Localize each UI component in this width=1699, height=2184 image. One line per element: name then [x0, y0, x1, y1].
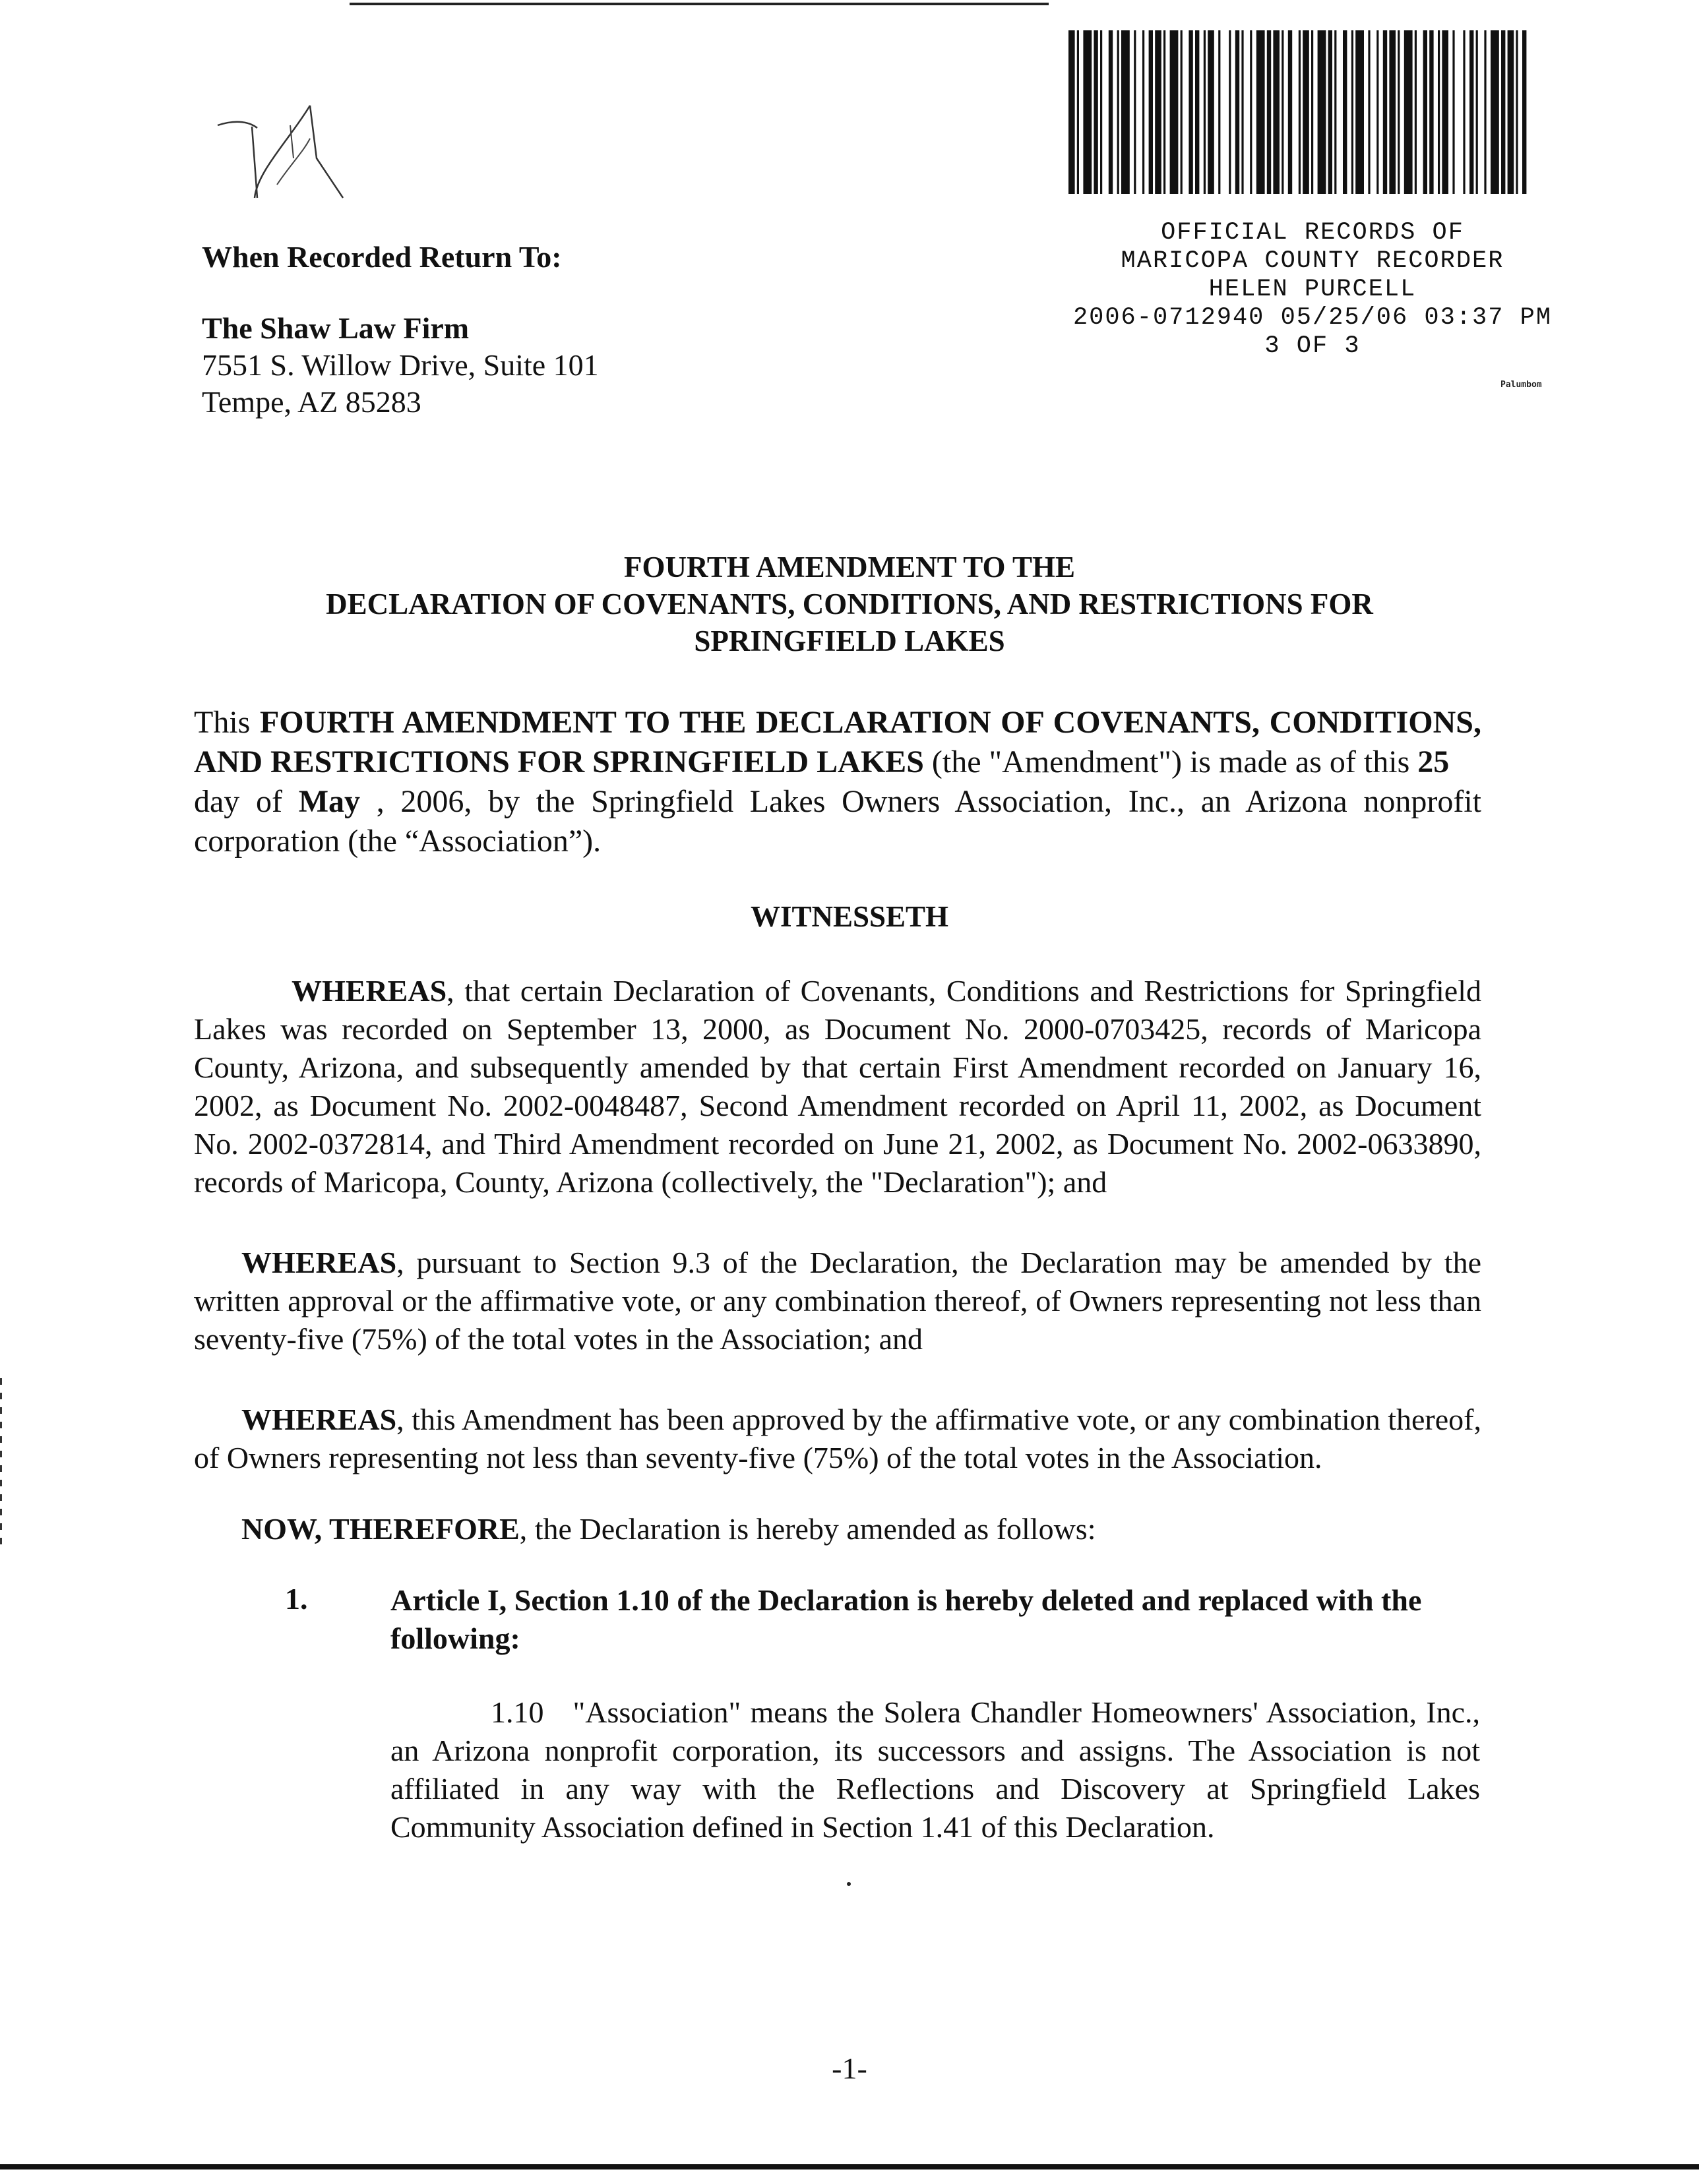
handwritten-initials — [211, 99, 356, 244]
scan-speck — [847, 1882, 851, 1886]
barcode-bar — [1438, 30, 1440, 194]
barcode-bar — [1404, 30, 1413, 194]
title-line-2: DECLARATION OF COVENANTS, CONDITIONS, AND RESTRICTIONS FOR — [326, 588, 1373, 621]
now-therefore-text: , the Declaration is hereby amended as follows: — [519, 1512, 1096, 1546]
barcode-bar — [1469, 30, 1473, 194]
barcode-bar — [1109, 30, 1113, 194]
barcode-bar — [1267, 30, 1271, 194]
barcode-bar — [1229, 30, 1231, 194]
barcode-bar — [1343, 30, 1347, 194]
section-1-10 — [390, 1693, 1480, 1846]
left-scan-edge — [0, 1378, 2, 1550]
barcode-bar — [1235, 30, 1239, 194]
whereas-3-lead: WHEREAS — [241, 1403, 397, 1436]
barcode-bar — [1299, 30, 1301, 194]
document-title — [132, 549, 1567, 659]
barcode-bar — [1117, 30, 1119, 194]
barcode-bar — [1142, 30, 1144, 194]
item-1-heading: Article I, Section 1.10 of the Declaration is hereby deleted and replaced with the following: — [390, 1583, 1422, 1655]
barcode-bar — [1328, 30, 1332, 194]
intro-month: May — [298, 784, 360, 819]
barcode-bar — [1163, 30, 1165, 194]
recorder-line-5: 3 OF 3 — [1264, 332, 1361, 360]
barcode-bar — [1522, 30, 1526, 194]
barcode-bar — [1250, 30, 1252, 194]
barcode-bar — [1476, 30, 1478, 194]
now-therefore-lead: NOW, THEREFORE — [241, 1512, 520, 1546]
barcode-image — [1065, 30, 1533, 194]
bottom-scan-line — [0, 2164, 1699, 2169]
barcode-bar — [1484, 30, 1486, 194]
intro-paragraph — [194, 703, 1481, 861]
intro-bold-title: FOURTH AMENDMENT TO THE DECLARATION OF COVENANTS, CONDITIONS, AND RESTRICTIONS FOR SPRINGFIELD LAKES — [194, 705, 1482, 779]
intro-text-4: , 2006, by the Springfield Lakes Owners Association, Inc., an Arizona nonprofit corporation (the “Association”). — [194, 784, 1481, 859]
barcode-bar — [1508, 30, 1514, 194]
barcode-bar — [1204, 30, 1206, 194]
barcode-bar — [1094, 30, 1097, 194]
recording-stamp — [1029, 219, 1596, 361]
barcode-bar — [1389, 30, 1396, 194]
barcode-bar — [1181, 30, 1183, 194]
barcode-bar — [1170, 30, 1179, 194]
barcode-bar — [1189, 30, 1192, 194]
barcode-bar — [1383, 30, 1387, 194]
top-scan-line — [350, 3, 1049, 5]
barcode-bar — [1282, 30, 1283, 194]
barcode-bar — [1068, 30, 1075, 194]
barcode-bar — [1195, 30, 1199, 194]
barcode-bar — [1376, 30, 1378, 194]
barcode-bar — [1442, 30, 1448, 194]
title-line-3: SPRINGFIELD LAKES — [694, 624, 1005, 657]
barcode-bar — [1429, 30, 1433, 194]
barcode-bar — [1452, 30, 1454, 194]
section-1-10-number: 1.10 — [491, 1695, 544, 1729]
recorder-line-3: HELEN PURCELL — [1208, 276, 1417, 303]
whereas-1-text: , that certain Declaration of Covenants, Conditions and Restrictions for Springfield Lakes was recorded on September 13, 2000, as Document No. 2000-0703425, records of Maricopa County, Arizona, and subsequently amended by that certain First Amendment recorded on January 16, 2002, as Document No. 2002-0048487, Second Amendment recorded on April 11, 2002, as Document No. 2002-0372814, and Third Amendment recorded on June 21, 2002, as Document No. 2002-0633890, records of Maricopa, County, Arizona (collectively, the "Declaration"); and — [194, 974, 1481, 1199]
now-therefore-paragraph — [194, 1510, 1481, 1548]
barcode-bar — [1083, 30, 1092, 194]
barcode-bar — [1516, 30, 1518, 194]
barcode-bar — [1256, 30, 1265, 194]
recorder-line-4: 2006-0712940 05/25/06 03:37 PM — [1072, 304, 1553, 332]
return-address-block — [202, 239, 599, 421]
page-number: -1- — [832, 2051, 867, 2085]
barcode-bar — [1423, 30, 1427, 194]
recorder-line-2: MARICOPA COUNTY RECORDER — [1121, 247, 1504, 275]
barcode-bar — [1463, 30, 1465, 194]
barcode-bar — [1398, 30, 1400, 194]
intro-text-2: (the "Amendment") is made as of this — [923, 744, 1418, 779]
barcode-bar — [1077, 30, 1079, 194]
barcode-bar — [1311, 30, 1313, 194]
barcode-bar — [1355, 30, 1364, 194]
witnesseth-heading: WITNESSETH — [750, 900, 949, 933]
title-line-1: FOURTH AMENDMENT TO THE — [624, 551, 1075, 584]
intro-text-1: This — [194, 705, 260, 740]
barcode-bar — [1273, 30, 1280, 194]
intro-day: 25 — [1417, 744, 1450, 779]
item-1-number: 1. — [285, 1582, 308, 1616]
whereas-1-lead: WHEREAS — [292, 974, 447, 1008]
barcode-bar — [1351, 30, 1353, 194]
address-line-1: 7551 S. Willow Drive, Suite 101 — [202, 348, 599, 382]
firm-name: The Shaw Law Firm — [202, 311, 470, 345]
barcode-bar — [1318, 30, 1326, 194]
whereas-paragraph-1 — [194, 972, 1481, 1201]
clerk-name: Palumbom — [1500, 380, 1542, 390]
section-1-10-body: "Association" means the Solera Chandler Homeowners' Association, Inc., an Arizona nonprofit corporation, its successors and assigns. The Association is not affiliated in any way with the Reflections and Discovery at Springfield Lakes Community Association defined in Section 1.41 of this Declaration. — [390, 1695, 1480, 1844]
whereas-3-text: , this Amendment has been approved by the affirmative vote, or any combination thereof, of Owners representing not less than seventy-five (75%) of the total votes in the Association. — [194, 1403, 1481, 1474]
barcode-bar — [1155, 30, 1161, 194]
barcode-bar — [1100, 30, 1102, 194]
barcode-bar — [1149, 30, 1153, 194]
barcode-bar — [1288, 30, 1292, 194]
barcode-bar — [1218, 30, 1220, 194]
whereas-2-text: , pursuant to Section 9.3 of the Declaration, the Declaration may be amended by the written approval or the affirmative vote, or any combination thereof, of Owners representing not less than seventy-five (75%) of the total votes in the Association; and — [194, 1246, 1481, 1356]
return-heading: When Recorded Return To: — [202, 240, 562, 274]
barcode-bar — [1241, 30, 1243, 194]
barcode-bar — [1491, 30, 1499, 194]
recorder-line-1: OFFICIAL RECORDS OF — [1161, 219, 1464, 247]
barcode-bar — [1334, 30, 1336, 194]
barcode-bar — [1134, 30, 1136, 194]
whereas-paragraph-3 — [194, 1401, 1481, 1477]
barcode-bar — [1208, 30, 1214, 194]
whereas-2-lead: WHEREAS — [241, 1246, 397, 1279]
barcode-bar — [1121, 30, 1130, 194]
barcode-bar — [1368, 30, 1370, 194]
whereas-paragraph-2 — [194, 1244, 1481, 1358]
address-line-2: Tempe, AZ 85283 — [202, 385, 421, 419]
barcode-bar — [1501, 30, 1505, 194]
barcode-bar — [1415, 30, 1417, 194]
intro-text-3: day of — [194, 784, 299, 819]
barcode-bar — [1303, 30, 1309, 194]
